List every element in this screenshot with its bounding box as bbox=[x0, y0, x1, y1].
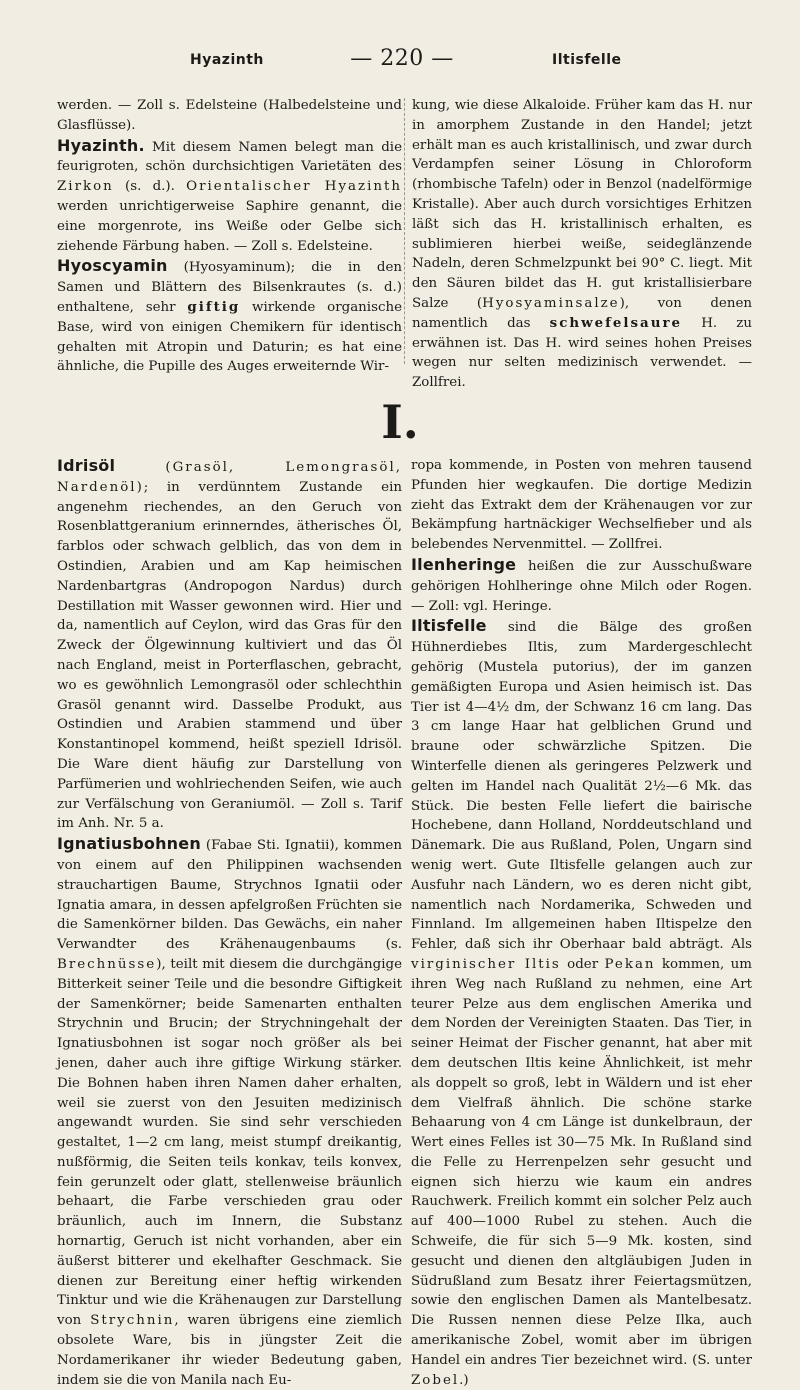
page-number: — 220 — bbox=[350, 46, 454, 71]
entry-ignatiusbohnen-continued: ropa kommende, in Posten von mehren tausend Pfunden hier wegkaufen. Die dortige Medizin zieht das Extrakt dem der Krähenaugen vor zur Bekämpfung hartnäckiger Wechselfieber und als belebendes Nervenmittel. — Zollfrei. bbox=[411, 458, 752, 553]
running-header bbox=[0, 46, 800, 80]
entry-hyazinth: Hyazinth. Mit diesem Namen belegt man die feurigroten, schön durchsichtigen Varietäten des Zirkon (s. d.). Orientalischer Hyazinth werden unrichtigerweise Saphire genannt, die eine morgenrote, ins Weiße oder Gelbe sich ziehende Färbung haben. — Zoll s. Edelsteine. bbox=[57, 135, 402, 254]
entry-hyoscyamin-continued: kung, wie diese Alkaloide. Früher kam das H. nur in amorphem Zustande in den Handel; jetzt erhält man es auch kristallinisch, und zwar durch Verdampfen seiner Lösung in Chloroform (rhombische Tafeln) oder in Benzol (nadelförmige Kristalle). Aber auch durch vorsichtiges Erhitzen läßt sich das H. kristallinisch erhalten, es sublimieren hierbei weiße, seideglänzende Nadeln, deren Schmelzpunkt bei 90° C. liegt. Mit den Säuren bildet das H. gut kristallisierbare Salze (Hyosyaminsalze), von denen namentlich das schwefelsaure H. zu erwähnen ist. Das H. wird seines hohen Preises wegen nur selten medizinisch verwendet. — Zollfrei. bbox=[412, 98, 752, 391]
entry-ignatiusbohnen: Ignatiusbohnen (Fabae Sti. Ignatii), kommen von einem auf den Philippinen wachsenden strauchartigen Baume, Strychnos Ignatii oder Ignatia amara, in dessen apfelgroßen Früchten sie die Samenkörner bilden. Das Gewächs, ein naher Verwandter des Krähenaugenbaums (s. Brechnüsse), teilt mit diesem die durchgängige Bitterkeit seiner Teile und die besondre Giftigkeit der Samenkörner; beide Samenarten enthalten Strychnin und Brucin; der Strychningehalt der Ignatiusbohnen ist sogar noch größer als bei jenen, daher auch ihre giftige Wirkung stärker. Die Bohnen haben ihren Namen daher erhalten, weil sie zuerst von den Jesuiten medizinisch angewandt wurden. Sie sind sehr verschieden gestaltet, 1—2 cm lang, meist stumpf dreikantig, nußförmig, die Seiten teils konkav, teils konvex, fein gerunzelt oder glatt, stellenweise bräunlich behaart, die Farbe verschieden grau oder bräunlich, auch im Innern, die Substanz hornartig, Geruch ist nicht vorhanden, aber ein äußerst bitterer und ekelhafter Geschmack. Sie dienen zur Bereitung einer heftig wirkenden Tinktur und wie die Krähenaugen zur Darstellung von Strychnin, waren übrigens eine ziemlich obsolete Ware, bis in jüngster Zeit die Nordamerikaner ihr wieder Bedeutung gaben, indem sie die von Manila nach Eu- bbox=[57, 834, 402, 1388]
entry-headword: Idrisöl bbox=[57, 456, 116, 475]
top-right-column bbox=[412, 96, 752, 393]
entry-headword: Hyazinth. bbox=[57, 135, 145, 155]
entry-continuation: werden. — Zoll s. Edelsteine (Halbedelsteine und Glasflüsse). bbox=[57, 98, 402, 133]
entry-headword: Ignatiusbohnen bbox=[57, 834, 201, 854]
entry-idrisoel: Idrisöl (Grasöl, Lemongrasöl, Nardenöl); in verdünntem Zustande ein angenehm riechendes, an den Geruch von Rosenblattgeranium erinnerndes, ätherisches Öl, farblos oder schwach gelblich, das von dem in Ostindien, Arabien und am Kap heimischen Nardenbartgras (Andropogon Nardus) durch Destillation mit Wasser gewonnen wird. Hier und da, namentlich auf Ceylon, wird das Gras für den Zweck der Ölgewinnung kultiviert und das Öl nach England, meist in Porterflaschen, gebracht, wo es gewöhnlich Lemongrasöl oder schlechthin Grasöl genannt wird. Dasselbe Produkt, aus Ostindien und Arabien stammend und über Konstantinopel kommend, heißt speziell Idrisöl. Die Ware dient häufig zur Darstellung von Parfümerien und wohlriechenden Seifen, wie auch zur Verfälschung von Geraniumöl. — Zoll s. Tarif im Anh. Nr. 5 a. bbox=[57, 456, 402, 832]
entry-iltisfelle: Iltisfelle sind die Bälge des großen Hühnerdiebes Iltis, zum Mardergeschlecht gehörig (Mustela putorius), der im ganzen gemäßigten Europa und Asien heimisch ist. Das Tier ist 4—4½ dm, der Schwanz 16 cm lang. Das 3 cm lange Haar hat gelblichen Grund und braune oder schwärzliche Spitzen. Die Winterfelle dienen als geringeres Pelzwerk und gelten im Handel nach Qualität 2½—6 Mk. das Stück. Die besten Felle liefert die bairische Hochebene, dann Holland, Norddeutschland und Dänemark. Die aus Rußland, Polen, Ungarn sind wenig wert. Gute Iltisfelle gelangen auch zur Ausfuhr nach Ländern, wo es deren nicht gibt, namentlich nach Nordamerika, Schweden und Finnland. Im allgemeinen haben Iltispelze den Fehler, daß sich ihr Oberhaar bald abträgt. Als virginischer Iltis oder Pekan kommen, um ihren Weg nach Rußland zu nehmen, eine Art teurer Pelze aus dem englischen Amerika und dem Norden der Vereinigten Staaten. Das Tier, in seiner Heimat der Fischer genannt, hat aber mit dem deutschen Iltis keine Ähnlichkeit, ist mehr als doppelt so groß, lebt in Wäldern und ist eher dem Vielfraß ähnlich. Die schöne starke Behaarung von 4 cm Länge ist dunkelbraun, der Wert eines Felles ist 30—75 Mk. In Rußland sind die Felle zu Herrenpelzen sehr gesucht und eignen sich hierzu wie kaum ein andres Rauchwerk. Freilich kommt ein solcher Pelz auch auf 400—1000 Rubel zu stehen. Auch die Schweife, die für sich 5—9 Mk. kosten, sind gesucht und dienen den altgläubigen Juden in Südrußland zum Besatz ihrer Feiertagsmützen, sowie den englischen Damen als Mantelbesatz. Die Russen nennen diese Pelze Ilka, auch amerikanische Zobel, womit aber im übrigen Handel ein andres Tier bezeichnet wird. (S. unter Zobel.) bbox=[411, 616, 752, 1388]
bottom-right-column bbox=[411, 456, 752, 1390]
entry-ilenheringe: Ilenheringe heißen die zur Ausschußware gehörigen Hohlheringe ohne Milch oder Rogen. — Zoll: vgl. Heringe. bbox=[411, 554, 752, 614]
entry-headword: Ilenheringe bbox=[411, 554, 517, 574]
top-left-column bbox=[57, 96, 402, 377]
entry-headword: Iltisfelle bbox=[411, 616, 487, 636]
header-right-keyword: Iltisfelle bbox=[552, 52, 622, 68]
bottom-left-column bbox=[57, 456, 402, 1390]
header-left-keyword: Hyazinth bbox=[190, 52, 264, 68]
entry-headword: Hyoscyamin bbox=[57, 256, 168, 276]
section-letter-heading: I. bbox=[381, 395, 419, 449]
entry-hyoscyamin: Hyoscyamin (Hyosyaminum); die in den Samen und Blättern des Bilsenkrautes (s. d.) enthaltene, sehr giftig wirkende organische Base, wird von einigen Chemikern für identisch gehalten mit Atropin und Daturin; es hat eine ähnliche, die Pupille des Auges erweiternde Wir- bbox=[57, 256, 402, 375]
column-divider bbox=[404, 98, 405, 364]
